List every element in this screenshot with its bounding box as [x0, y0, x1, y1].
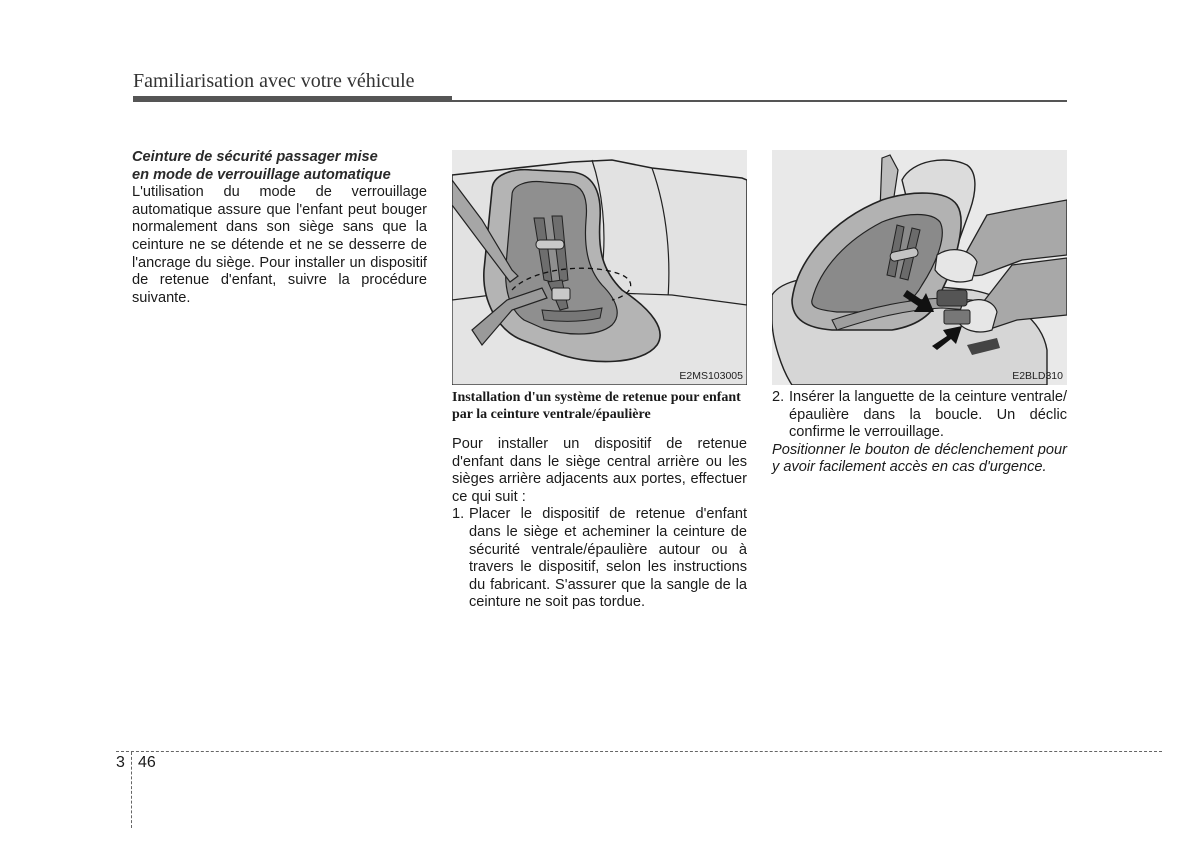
page-header-title: Familiarisation avec votre véhicule — [133, 70, 415, 92]
installation-intro: Pour installer un dispositif de retenue d'enfant dans le siège central arrière ou les sièges arrière adjacents aux portes, effectuer ce qui suit : — [452, 436, 747, 505]
figure-code: E2BLD310 — [1012, 370, 1063, 382]
section-auto-lock — [132, 149, 427, 307]
section-body: L'utilisation du mode de verrouillage automatique assure que l'enfant peut bouger normalement dans son siège sans que la ceinture ne se détende et ne se desserre de l'ancrage du siège. Pour installer un dispositif de retenue d'enfant, suivre la procédure suivante. — [132, 184, 427, 306]
step-number: 1. — [452, 506, 465, 523]
installation-section — [452, 389, 747, 612]
step-2 — [772, 389, 1067, 442]
section-heading-line1: Ceinture de sécurité passager mise — [132, 149, 378, 165]
figure-caption: Installation d'un système de retenue pour enfant par la ceinture ventrale/épaulière — [452, 390, 741, 422]
page-number: 46 — [138, 754, 156, 771]
buckle-insertion-illustration-icon — [772, 150, 1067, 385]
buckle-section — [772, 389, 1067, 477]
section-heading-line2: en mode de verrouillage automatique — [132, 166, 391, 183]
footer-rule — [116, 751, 1162, 752]
figure-buckle — [772, 150, 1067, 385]
figure-code: E2MS103005 — [679, 370, 743, 382]
step-1 — [452, 506, 747, 612]
section-number: 3 — [116, 754, 125, 771]
figure-child-seat — [452, 150, 747, 385]
footer-divider — [131, 752, 132, 828]
step-text: Placer le dispositif de retenue d'enfant dans le siège et acheminer la ceinture de sécurité ventrale/épaulière autour ou à travers le dispositif, selon les instructions du fabricant. S'assurer que la sangle de la ceinture ne soit pas tordue. — [469, 506, 747, 611]
release-button-note: Positionner le bouton de déclenchement pour y avoir facilement accès en cas d'urgence. — [772, 441, 1067, 476]
child-seat-illustration-icon — [452, 150, 747, 385]
step-text: Insérer la languette de la ceinture ventrale/épaulière dans la boucle. Un déclic confirme le verrouillage. — [789, 389, 1067, 441]
step-number: 2. — [772, 389, 785, 405]
header-rule — [133, 100, 1067, 102]
